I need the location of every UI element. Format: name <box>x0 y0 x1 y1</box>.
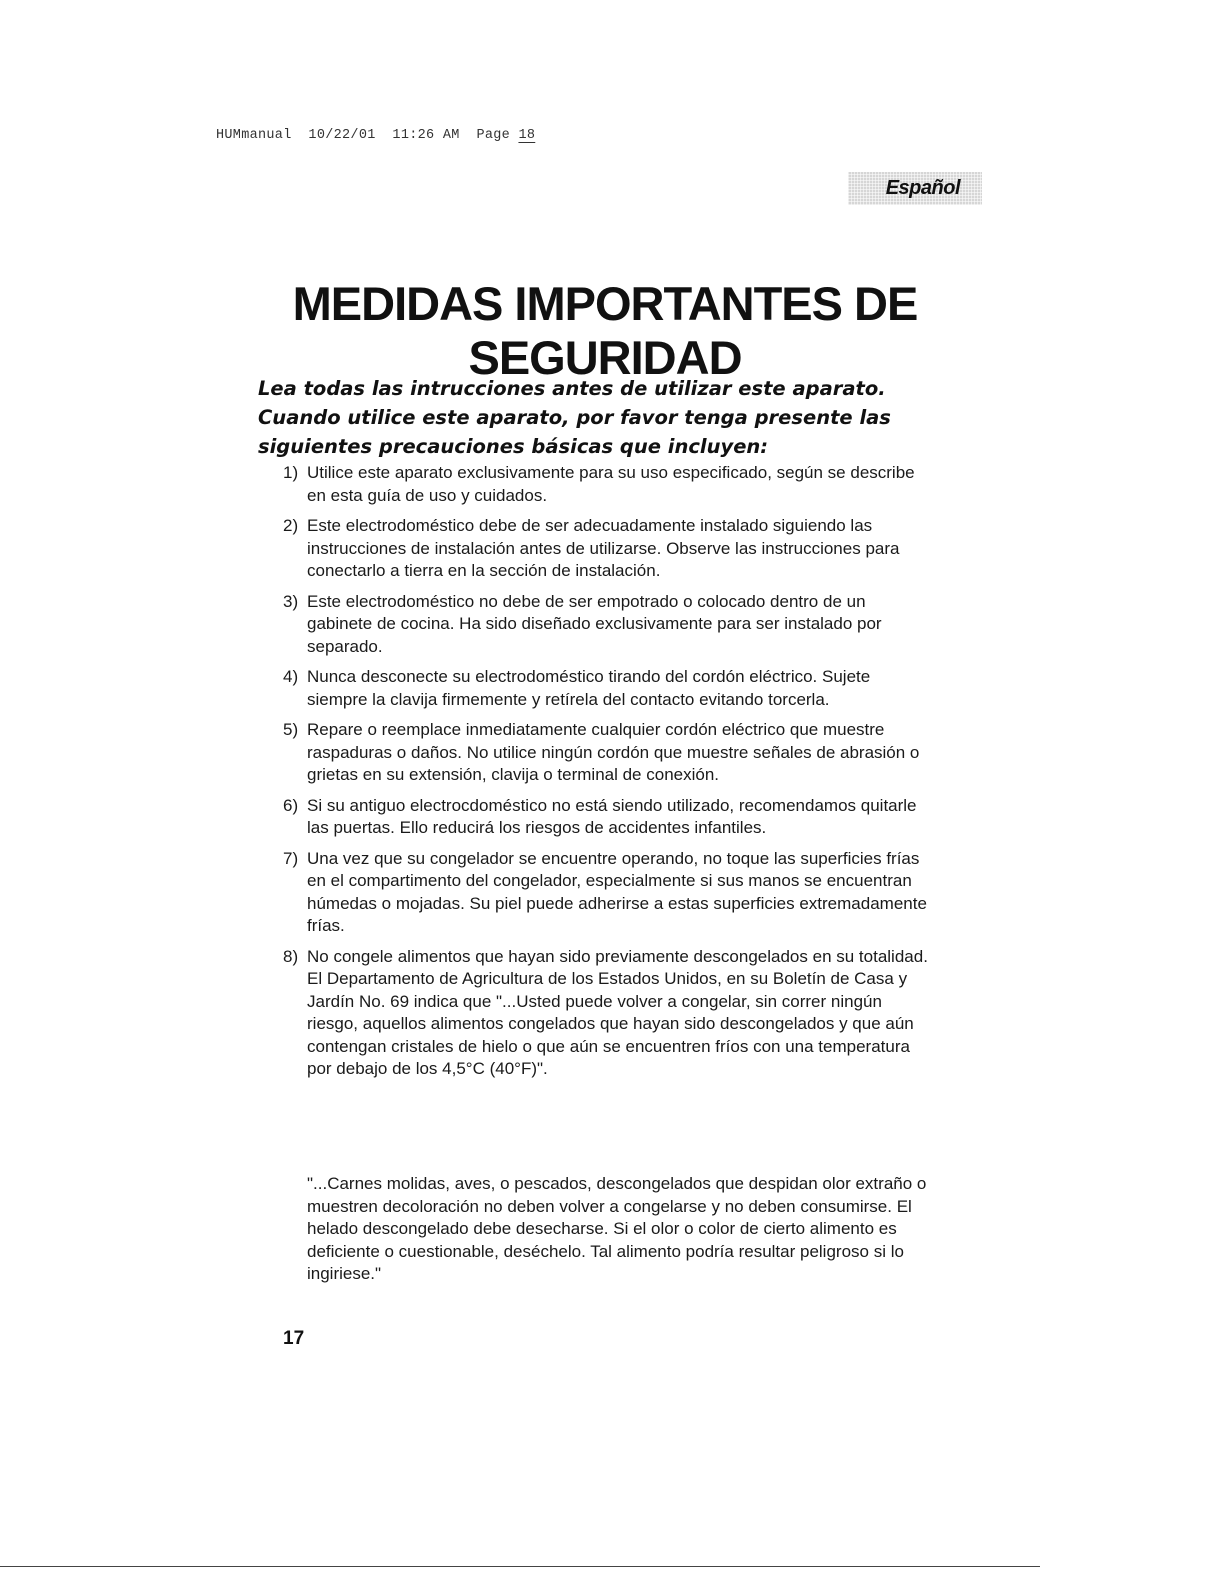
item-text: Repare o reemplace inmediatamente cualquier cordón eléctrico que muestre raspaduras o daños. No utilice ningún cordón que muestre señales de abrasión o grietas en su extensión, clavija o terminal de conexión. <box>307 720 920 784</box>
list-item <box>283 795 933 840</box>
intro-text: Lea todas las intrucciones antes de utilizar este aparato. Cuando utilice este aparato, por favor tenga presente las siguientes precauciones básicas que incluyen: <box>258 377 891 458</box>
item-number: 3) <box>283 591 299 611</box>
item-number: 1) <box>283 463 299 482</box>
list-item <box>283 462 933 507</box>
item-number: 5) <box>283 720 299 739</box>
item-number: 8) <box>283 946 299 966</box>
list-item <box>283 515 933 583</box>
list-item <box>283 591 933 659</box>
list-item <box>283 719 933 787</box>
list-item <box>283 666 933 711</box>
language-tab <box>848 172 982 205</box>
item-text: Nunca desconecte su electrodoméstico tirando del cordón eléctrico. Sujete siempre la clavija firmemente y retírela del contacto evitando torcerla. <box>307 667 871 709</box>
safety-list <box>283 462 933 1089</box>
quote-paragraph: "...Carnes molidas, aves, o pescados, descongelados que despidan olor extraño o muestren decoloración no deben volver a congelarse y no deben consumirse. El helado descongelado debe desecharse. Si el olor o color de cierto alimento es deficiente o cuestionable, deséchelo. Tal alimento podría resultar peligroso si lo ingiriese." <box>307 1174 927 1283</box>
slug-page-number: 18 <box>518 128 536 143</box>
item-text: Utilice este aparato exclusivamente para su uso especificado, según se describe en esta guía de uso y cuidados. <box>307 463 915 505</box>
item-number: 6) <box>283 795 299 815</box>
item-number: 7) <box>283 848 299 868</box>
page-number: 17 <box>283 1328 305 1349</box>
item-text: Una vez que su congelador se encuentre operando, no toque las superficies frías en el compartimento del congelador, especialmente si sus manos se encuentran húmedas o mojadas. Su piel puede adherirse a estas superficies extremadamente frías. <box>307 848 927 935</box>
item-text: Este electrodoméstico no debe de ser empotrado o colocado dentro de un gabinete de cocina. Ha sido diseñado exclusivamente para ser instalado por separado. <box>307 591 882 656</box>
slug-text: HUMmanual 10/22/01 11:26 AM Page <box>216 128 519 143</box>
page-title: MEDIDAS IMPORTANTES DE SEGURIDAD <box>292 277 918 385</box>
item-text: Si su antiguo electrocdoméstico no está siendo utilizado, recomendamos quitarle las puertas. Ello reducirá los riesgos de accidentes infantiles. <box>307 795 917 837</box>
item-number: 4) <box>283 667 299 686</box>
list-item <box>283 848 933 938</box>
list-item <box>283 946 933 1081</box>
trim-line <box>0 1566 1040 1567</box>
item-number: 2) <box>283 516 299 535</box>
item-text: No congele alimentos que hayan sido previamente descongelados en su totalidad. El Departamento de Agricultura de los Estados Unidos, en su Boletín de Casa y Jardín No. 69 indica que "...Usted puede volver a congelar, sin correr ningún riesgo, aquellos alimentos congelados que hayan sido descongelados y que aún contengan cristales de hielo o que aún se encuentren fríos con una temperatura por debajo de los 4,5°C (40°F)". <box>307 946 928 1078</box>
print-slug <box>216 128 535 143</box>
language-tab-label: Español <box>885 177 960 199</box>
item-text: Este electrodoméstico debe de ser adecuadamente instalado siguiendo las instrucciones de instalación antes de utilizarse. Observe las instrucciones para conectarlo a tierra en la sección de instalación. <box>307 516 900 580</box>
